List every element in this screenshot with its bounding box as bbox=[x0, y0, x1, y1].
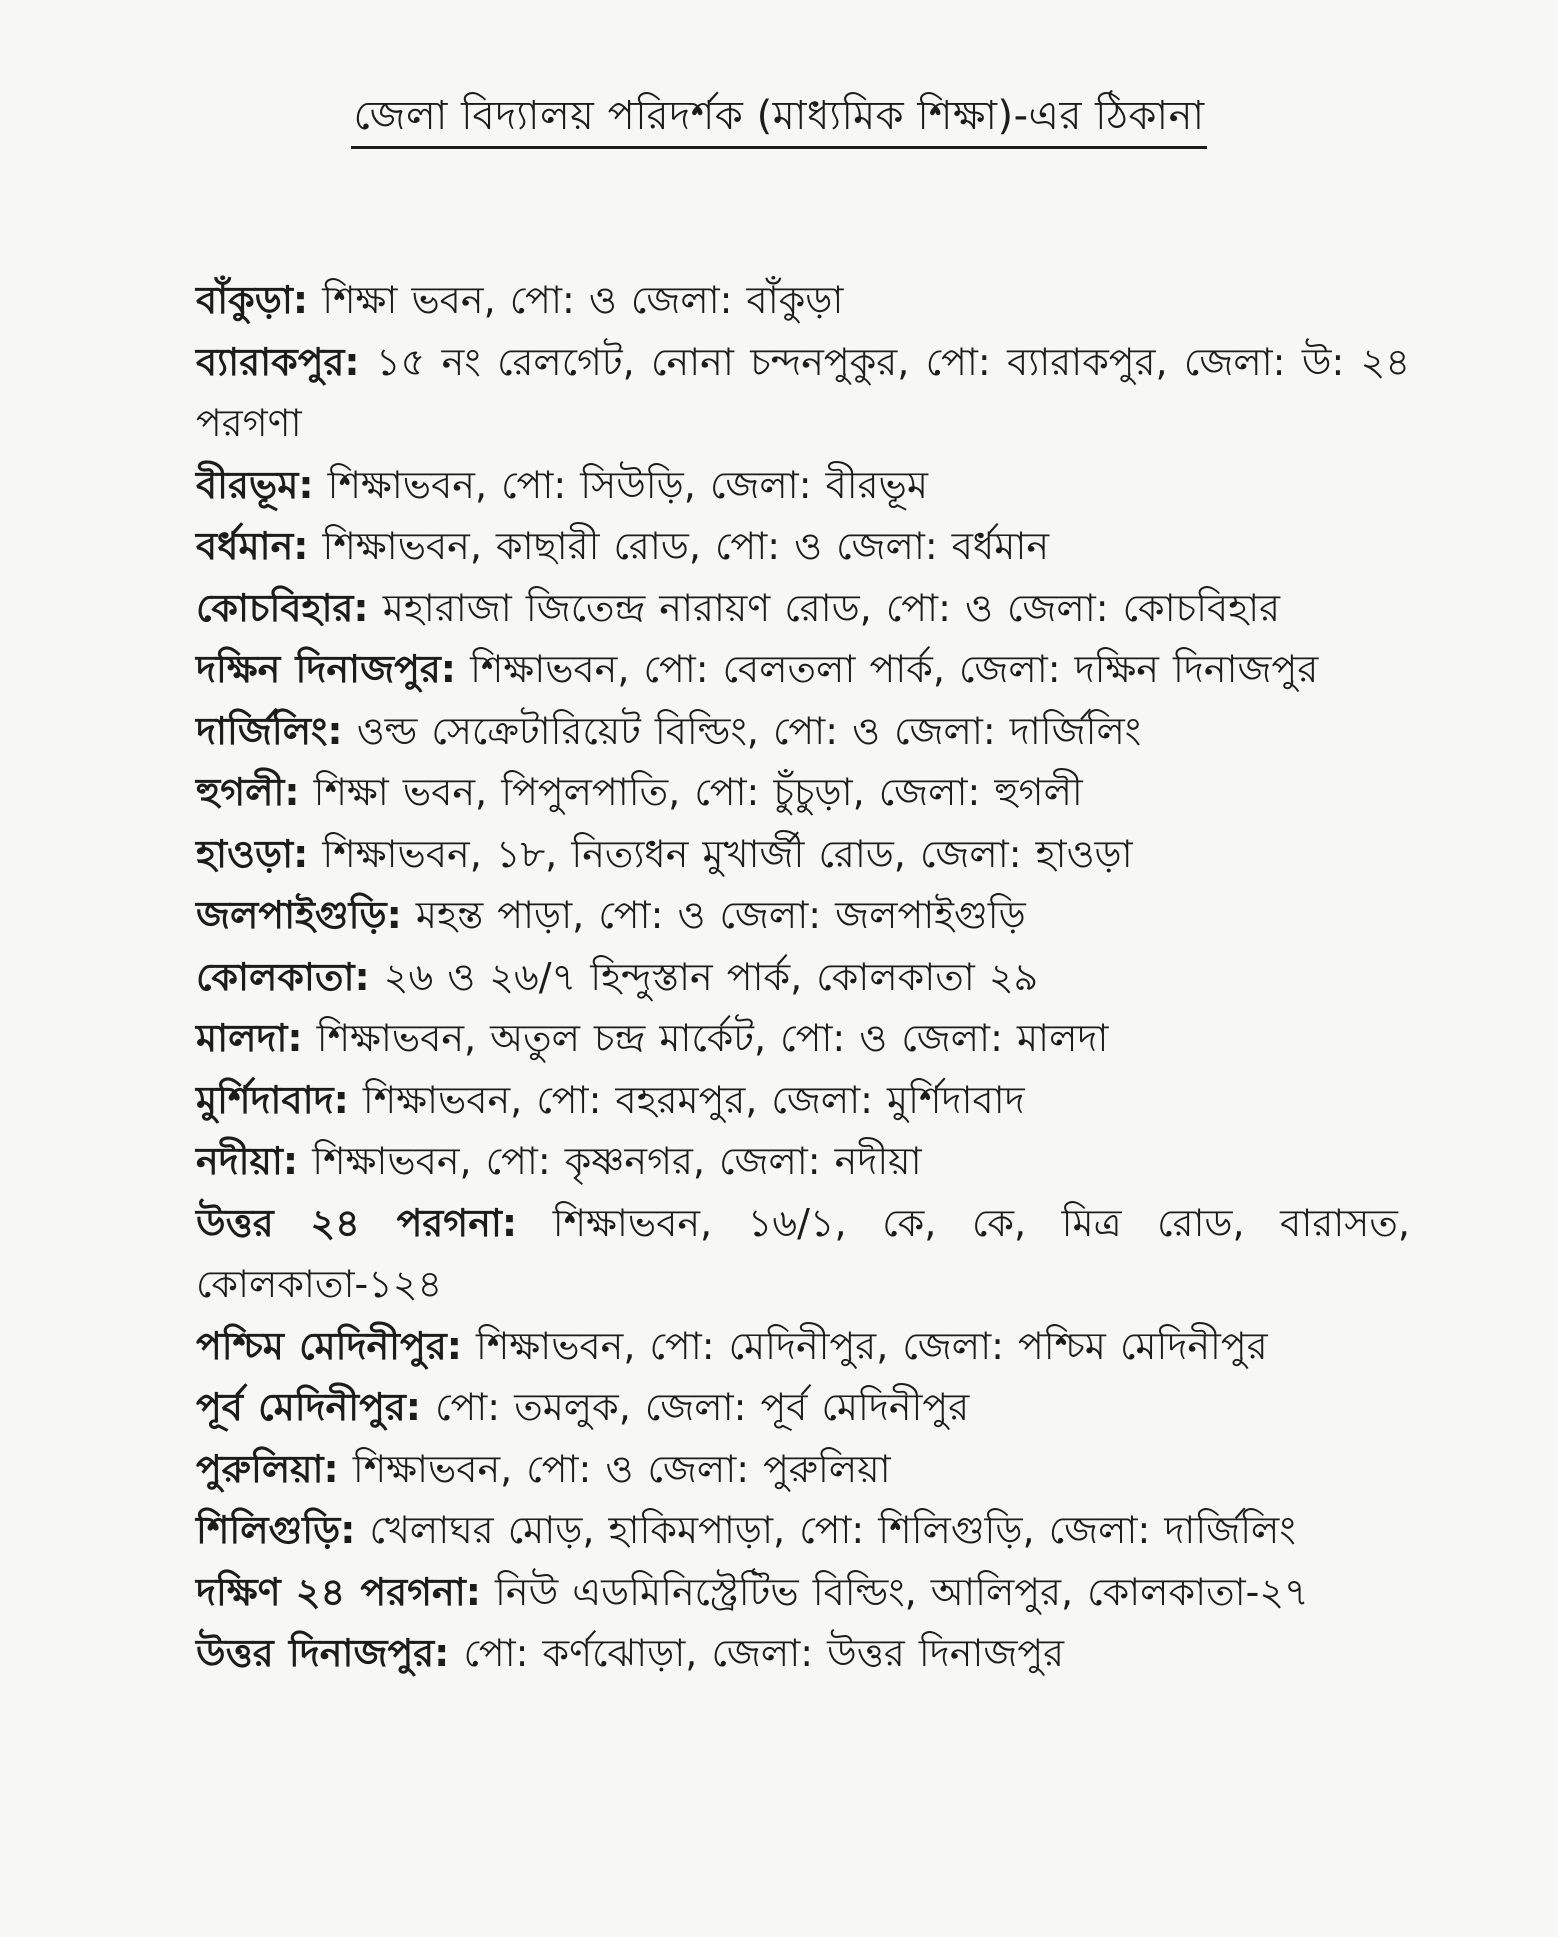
district-name: বাঁকুড়া: bbox=[196, 278, 309, 322]
district-address: নিউ এডমিনিস্ট্রেটিভ বিল্ডিং, আলিপুর, কোলকাতা-২৭ bbox=[495, 1569, 1309, 1614]
address-list bbox=[196, 270, 1410, 1685]
district-name: দক্ষিণ ২৪ পরগনা: bbox=[196, 1569, 481, 1614]
address-entry bbox=[196, 1377, 1410, 1439]
district-name: ব্যারাকপুর: bbox=[196, 339, 360, 384]
district-name: পশ্চিম মেদিনীপুর: bbox=[196, 1323, 462, 1368]
district-name: শিলিগুড়ি: bbox=[196, 1508, 356, 1552]
district-address: পো: তমলুক, জেলা: পূর্ব মেদিনীপুর bbox=[435, 1385, 970, 1429]
district-name: কোচবিহার: bbox=[196, 585, 369, 630]
district-address: শিক্ষাভবন, পো: সিউড়ি, জেলা: বীরভূম bbox=[327, 462, 928, 507]
district-address: খেলাঘর মোড়, হাকিমপাড়া, পো: শিলিগুড়ি, জেলা: দার্জিলিং bbox=[369, 1508, 1296, 1552]
district-address: ১৫ নং রেলগেট, নোনা চন্দনপুকুর, পো: ব্যারাকপুর, জেলা: উ: ২৪ পরগণা bbox=[196, 339, 1410, 445]
district-name: হুগলী: bbox=[196, 770, 300, 814]
address-entry bbox=[196, 1439, 1410, 1501]
district-name: নদীয়া: bbox=[196, 1139, 299, 1183]
district-address: শিক্ষাভবন, ১৬/১, কে, কে, মিত্র রোড, বারাসত, কোলকাতা-১২৪ bbox=[196, 1200, 1410, 1306]
page-title: জেলা বিদ্যালয় পরিদর্শক (মাধ্যমিক শিক্ষা)-এর ঠিকানা bbox=[351, 88, 1206, 149]
district-address: শিক্ষা ভবন, পো: ও জেলা: বাঁকুড়া bbox=[322, 278, 844, 322]
district-name: বর্ধমান: bbox=[196, 524, 309, 568]
district-address: শিক্ষা ভবন, পিপুলপাতি, পো: চুঁচুড়া, জেলা: হুগলী bbox=[313, 770, 1083, 814]
district-name: উত্তর দিনাজপুর: bbox=[196, 1631, 450, 1675]
address-entry bbox=[196, 1193, 1410, 1316]
district-name: দার্জিলিং: bbox=[196, 708, 343, 753]
address-entry bbox=[196, 332, 1410, 455]
address-entry bbox=[196, 701, 1410, 763]
district-name: জলপাইগুড়ি: bbox=[196, 893, 402, 937]
district-address: পো: কর্ণঝোড়া, জেলা: উত্তর দিনাজপুর bbox=[463, 1631, 1065, 1675]
address-entry bbox=[196, 1070, 1410, 1132]
address-entry bbox=[196, 1500, 1410, 1562]
district-address: শিক্ষাভবন, ১৮, নিত্যধন মুখার্জী রোড, জেলা: হাওড়া bbox=[322, 831, 1133, 876]
address-entry bbox=[196, 455, 1410, 517]
address-entry bbox=[196, 1008, 1410, 1070]
district-address: ২৬ ও ২৬/৭ হিন্দুস্তান পার্ক, কোলকাতা ২৯ bbox=[383, 954, 1039, 999]
district-address: ওল্ড সেক্রেটারিয়েট বিল্ডিং, পো: ও জেলা: দার্জিলিং bbox=[356, 708, 1142, 753]
district-address: শিক্ষাভবন, পো: মেদিনীপুর, জেলা: পশ্চিম মেদিনীপুর bbox=[476, 1323, 1268, 1368]
address-entry bbox=[196, 578, 1410, 640]
district-name: মুর্শিদাবাদ: bbox=[196, 1077, 349, 1122]
address-entry bbox=[196, 270, 1410, 332]
district-name: পুরুলিয়া: bbox=[196, 1446, 339, 1491]
district-name: দক্ষিন দিনাজপুর: bbox=[196, 647, 456, 691]
address-entry bbox=[196, 1562, 1410, 1624]
address-entry bbox=[196, 824, 1410, 886]
address-entry bbox=[196, 1623, 1410, 1685]
address-entry bbox=[196, 1316, 1410, 1378]
district-name: হাওড়া: bbox=[196, 831, 309, 876]
district-address: শিক্ষাভবন, কাছারী রোড, পো: ও জেলা: বর্ধমান bbox=[322, 524, 1050, 568]
district-name: বীরভূম: bbox=[196, 462, 314, 507]
district-address: শিক্ষাভবন, পো: বহরমপুর, জেলা: মুর্শিদাবাদ bbox=[362, 1077, 1025, 1122]
district-name: কোলকাতা: bbox=[196, 954, 370, 999]
district-address: শিক্ষাভবন, অতুল চন্দ্র মার্কেট, পো: ও জেলা: মালদা bbox=[316, 1016, 1109, 1060]
district-address: মহন্ত পাড়া, পো: ও জেলা: জলপাইগুড়ি bbox=[415, 893, 1026, 937]
district-name: উত্তর ২৪ পরগনা: bbox=[196, 1200, 518, 1245]
district-address: শিক্ষাভবন, পো: ও জেলা: পুরুলিয়া bbox=[352, 1446, 891, 1491]
district-name: মালদা: bbox=[196, 1016, 303, 1060]
address-entry bbox=[196, 639, 1410, 701]
address-entry bbox=[196, 1131, 1410, 1193]
district-address: মহারাজা জিতেন্দ্র নারায়ণ রোড, পো: ও জেলা: কোচবিহার bbox=[382, 585, 1281, 630]
address-entry bbox=[196, 762, 1410, 824]
address-entry bbox=[196, 947, 1410, 1009]
district-name: পূর্ব মেদিনীপুর: bbox=[196, 1385, 421, 1429]
title-block bbox=[0, 88, 1558, 149]
address-entry bbox=[196, 885, 1410, 947]
district-address: শিক্ষাভবন, পো: বেলতলা পার্ক, জেলা: দক্ষিন দিনাজপুর bbox=[470, 647, 1319, 691]
district-address: শিক্ষাভবন, পো: কৃষ্ণনগর, জেলা: নদীয়া bbox=[312, 1139, 922, 1183]
address-entry bbox=[196, 516, 1410, 578]
